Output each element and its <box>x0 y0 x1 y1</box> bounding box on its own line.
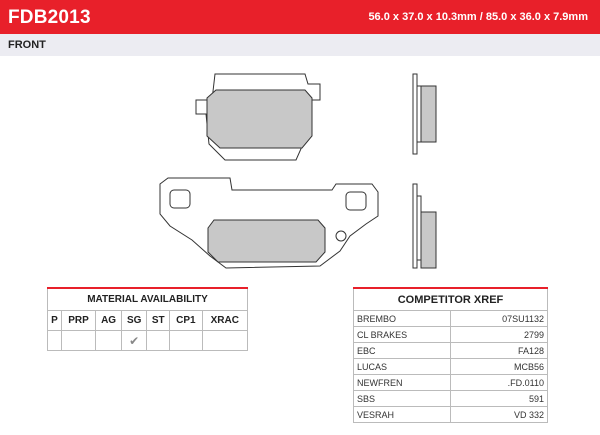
material-availability-cell <box>202 331 247 351</box>
xref-row <box>354 311 548 327</box>
xref-brand: LUCAS <box>354 359 451 375</box>
material-column-header: XRAC <box>202 311 247 331</box>
material-availability-cell <box>96 331 122 351</box>
position-bar <box>0 34 600 56</box>
material-availability-cell <box>61 331 95 351</box>
xref-brand: EBC <box>354 343 451 359</box>
xref-reference: MCB56 <box>451 359 548 375</box>
pad-one-side-view <box>413 74 436 154</box>
material-column-header: AG <box>96 311 122 331</box>
material-column-header: ST <box>147 311 170 331</box>
xref-brand: BREMBO <box>354 311 451 327</box>
xref-row <box>354 407 548 423</box>
xref-brand: SBS <box>354 391 451 407</box>
material-column-header: CP1 <box>170 311 202 331</box>
xref-reference: 591 <box>451 391 548 407</box>
xref-row <box>354 375 548 391</box>
material-column-header: P <box>48 311 62 331</box>
pad-two-side-view <box>413 184 436 268</box>
material-availability-cell <box>170 331 202 351</box>
xref-reference: FA128 <box>451 343 548 359</box>
material-availability-table <box>47 287 248 351</box>
position-label: FRONT <box>8 39 46 51</box>
xref-row <box>354 327 548 343</box>
material-availability-cell <box>48 331 62 351</box>
product-dimensions: 56.0 x 37.0 x 10.3mm / 85.0 x 36.0 x 7.9mm <box>368 11 588 23</box>
xref-reference: 2799 <box>451 327 548 343</box>
brake-pad-drawing <box>0 56 600 281</box>
xref-row <box>354 359 548 375</box>
competitor-xref-title: COMPETITOR XREF <box>354 288 548 311</box>
xref-reference: 07SU1132 <box>451 311 548 327</box>
xref-brand: CL BRAKES <box>354 327 451 343</box>
material-availability-title: MATERIAL AVAILABILITY <box>48 288 248 311</box>
pad-one-front-view <box>196 74 320 160</box>
material-availability-cell <box>147 331 170 351</box>
product-header <box>0 0 600 34</box>
material-column-header: SG <box>122 311 147 331</box>
pad-two-front-view <box>160 178 378 268</box>
xref-row <box>354 343 548 359</box>
checkmark-icon: ✔ <box>129 333 140 348</box>
product-code: FDB2013 <box>8 7 91 28</box>
xref-reference: VD 332 <box>451 407 548 423</box>
material-availability-cell <box>122 331 147 351</box>
competitor-xref-table <box>353 287 548 423</box>
xref-brand: NEWFREN <box>354 375 451 391</box>
material-column-header: PRP <box>61 311 95 331</box>
xref-reference: .FD.0110 <box>451 375 548 391</box>
xref-brand: VESRAH <box>354 407 451 423</box>
xref-row <box>354 391 548 407</box>
